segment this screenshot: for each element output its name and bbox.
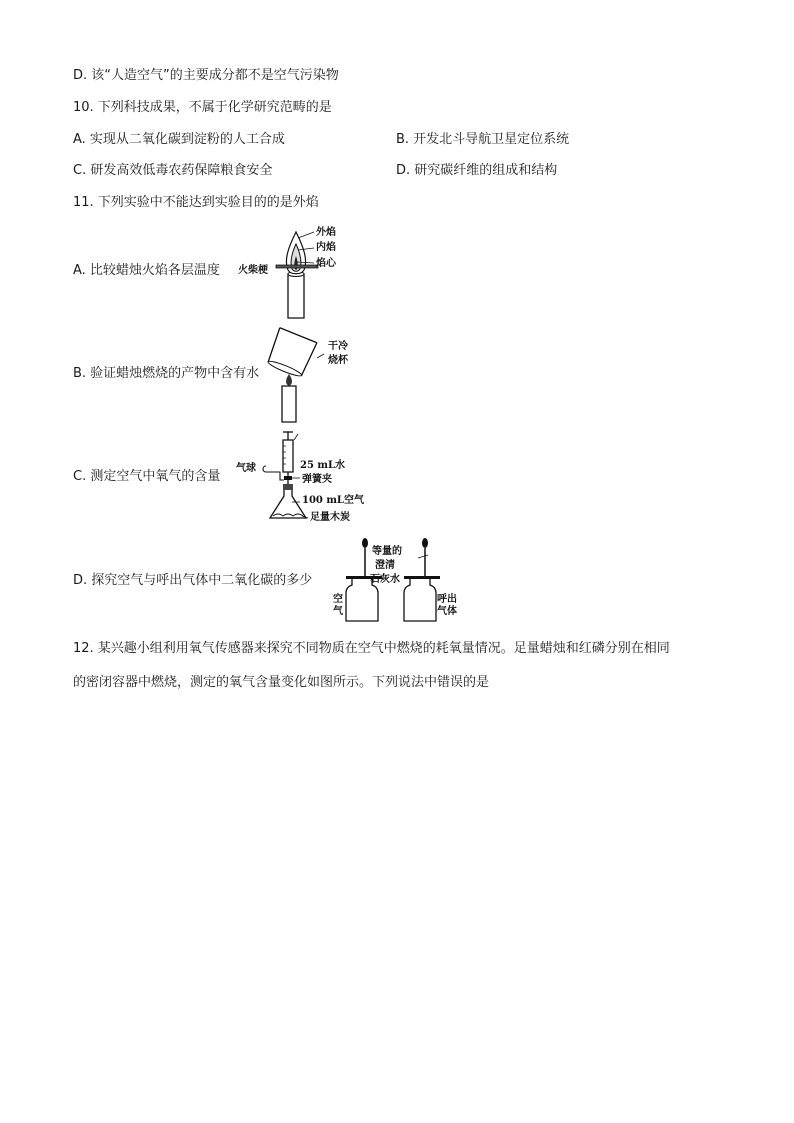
q10-option-d: D. 研究碳纤维的组成和结构	[396, 163, 558, 178]
q10-stem: 10. 下列科技成果，不属于化学研究范畴的是	[73, 100, 332, 115]
q11-option-c: C. 测定空气中氧气的含量	[73, 469, 221, 484]
label-clear: 澄清	[375, 560, 395, 571]
q9-option-d: D. 该“人造空气”的主要成分都不是空气污染物	[73, 68, 339, 83]
q12-stem-line2: 的密闭容器中燃烧，测定的氧气含量变化如图所示。下列说法中错误的是	[73, 675, 490, 690]
label-dry: 干冷	[328, 341, 348, 352]
label-charcoal: 足量木炭	[310, 512, 350, 523]
label-exhaled-1: 呼出	[437, 594, 457, 605]
q11-option-a: A. 比较蜡烛火焰各层温度	[73, 263, 220, 278]
label-balloon: 气球	[236, 463, 256, 474]
label-beaker: 烧杯	[328, 355, 348, 366]
q10-option-a: A. 实现从二氧化碳到淀粉的人工合成	[73, 132, 285, 147]
q10-option-c: C. 研发高效低毒农药保障粮食安全	[73, 163, 273, 178]
q10-option-b: B. 开发北斗导航卫星定位系统	[396, 132, 570, 147]
label-inner-flame: 内焰	[316, 242, 336, 253]
label-100ml-air: 100 mL空气	[302, 495, 364, 506]
q11-option-d: D. 探究空气与呼出气体中二氧化碳的多少	[73, 573, 313, 588]
label-air-2: 气	[333, 606, 343, 617]
label-air-1: 空	[333, 594, 343, 605]
label-match-stick: 火柴梗	[238, 265, 268, 276]
label-flame-core: 焰心	[316, 258, 336, 269]
label-exhaled-2: 气体	[437, 606, 457, 617]
label-limewater: 石灰水	[370, 574, 400, 585]
q12-stem-line1: 12. 某兴趣小组利用氧气传感器来探究不同物质在空气中燃烧的耗氧量情况。足量蜡烛和红磷分别在相同	[73, 641, 670, 656]
q11-stem: 11. 下列实验中不能达到实验目的的是外焰	[73, 195, 319, 210]
label-outer-flame: 外焰	[316, 227, 336, 238]
label-25ml-water: 25 mL水	[300, 460, 346, 471]
label-equal-amount: 等量的	[372, 546, 402, 557]
label-spring-clamp: 弹簧夹	[302, 474, 332, 485]
q11-option-b: B. 验证蜡烛燃烧的产物中含有水	[73, 366, 260, 381]
